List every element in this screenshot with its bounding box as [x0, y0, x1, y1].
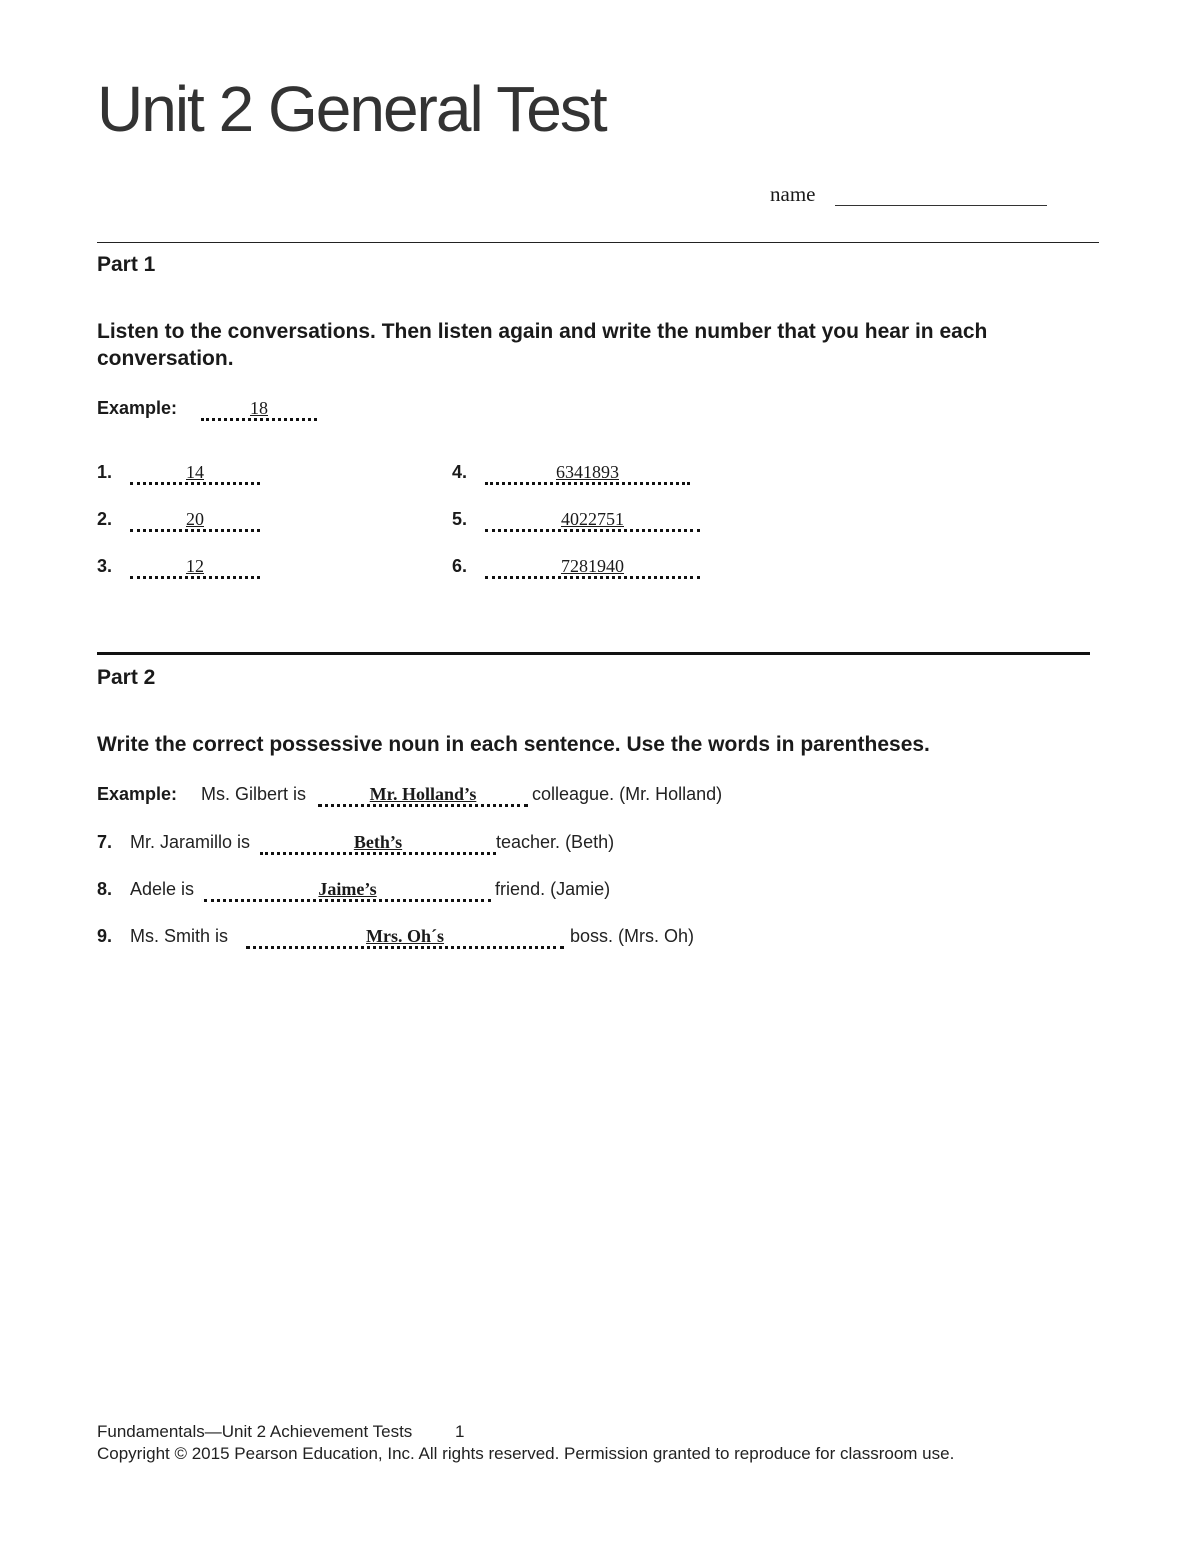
answer-blank[interactable]: 6341893: [485, 463, 690, 485]
sentence-end: teacher. (Beth): [496, 832, 615, 852]
sentence-start: Adele is: [130, 879, 195, 899]
item-number: 4.: [452, 462, 468, 482]
answer-blank[interactable]: 7281940: [485, 557, 700, 579]
answer-blank[interactable]: 4022751: [485, 510, 700, 532]
divider-middle: [97, 652, 1090, 655]
part2-instructions: Write the correct possessive noun in each sentence. Use the words in parentheses.: [97, 733, 930, 756]
example-answer: 18: [201, 399, 317, 421]
name-label: name: [770, 182, 816, 206]
part2-item-8: [97, 879, 610, 902]
divider-top: [97, 242, 1099, 243]
sentence-start: Ms. Gilbert is: [201, 784, 307, 804]
footer-copyright: Copyright © 2015 Pearson Education, Inc. All rights reserved. Permission granted to reproduce for classroom use.: [97, 1444, 955, 1463]
page-title: Unit 2 General Test: [97, 73, 606, 145]
footer-title: Fundamentals—Unit 2 Achievement Tests: [97, 1422, 413, 1441]
part1-heading: Part 1: [97, 253, 156, 276]
answer-blank[interactable]: Jaime’s: [204, 880, 491, 902]
item-number: 1.: [97, 462, 113, 482]
answer-blank[interactable]: Mrs. Oh´s: [246, 927, 564, 949]
item-number: 9.: [97, 926, 113, 946]
example-label: Example:: [97, 398, 178, 418]
example-answer: Mr. Holland’s: [318, 785, 528, 807]
part1-item-1: [97, 462, 260, 485]
sentence-end: friend. (Jamie): [495, 879, 611, 899]
item-number: 8.: [97, 879, 113, 899]
answer-blank[interactable]: Beth’s: [260, 833, 496, 855]
answer-blank[interactable]: 20: [130, 510, 260, 532]
item-number: 3.: [97, 556, 113, 576]
part2-item-7: [97, 832, 614, 855]
part2-item-9: [97, 926, 694, 949]
item-number: 2.: [97, 509, 113, 529]
sentence-end: boss. (Mrs. Oh): [570, 926, 695, 946]
item-number: 7.: [97, 832, 113, 852]
page-number: 1: [455, 1422, 465, 1441]
answer-blank[interactable]: 14: [130, 463, 260, 485]
part2-example: [97, 784, 722, 807]
part1-item-2: [97, 509, 260, 532]
part1-example: [97, 398, 317, 421]
name-field-line[interactable]: [835, 205, 1047, 206]
sentence-start: Mr. Jaramillo is: [130, 832, 251, 852]
item-number: 5.: [452, 509, 468, 529]
part2-heading: Part 2: [97, 666, 156, 689]
item-number: 6.: [452, 556, 468, 576]
part1-item-3: [97, 556, 260, 579]
part1-item-6: [452, 556, 700, 579]
sentence-end: colleague. (Mr. Holland): [532, 784, 723, 804]
example-label: Example:: [97, 784, 178, 804]
part1-instructions: Listen to the conversations. Then listen again and write the number that you hear in each conversation.: [97, 320, 988, 370]
part1-item-5: [452, 509, 700, 532]
part1-item-4: [452, 462, 690, 485]
sentence-start: Ms. Smith is: [130, 926, 229, 946]
answer-blank[interactable]: 12: [130, 557, 260, 579]
footer-title-line: [97, 1422, 465, 1442]
